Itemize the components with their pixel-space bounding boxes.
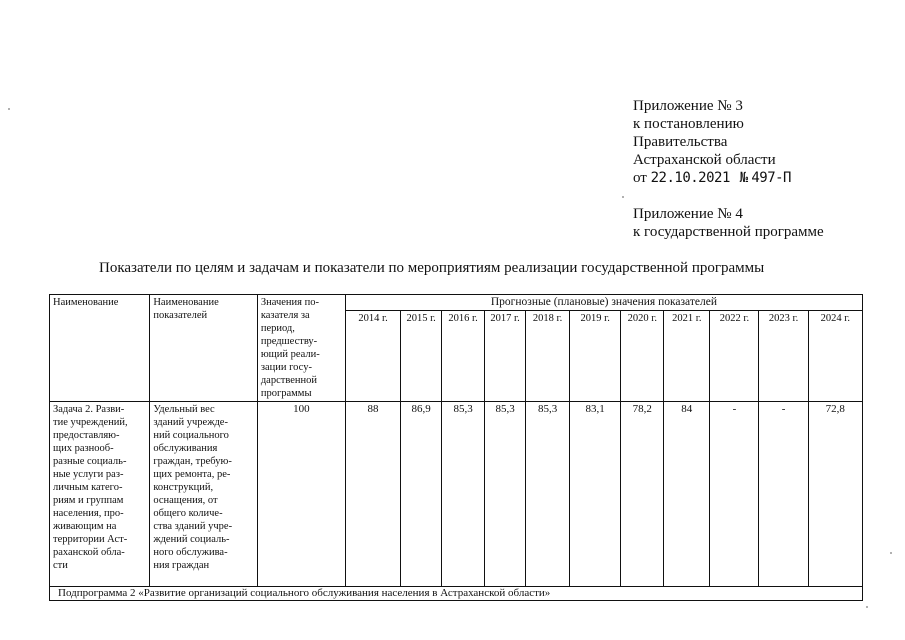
appendix-4-title: Приложение № 4 — [633, 206, 743, 222]
year-header: 2015 г. — [401, 311, 442, 402]
year-header: 2018 г. — [526, 311, 570, 402]
value-cell: 85,3 — [485, 402, 526, 587]
year-header: 2022 г. — [710, 311, 759, 402]
year-header: 2014 г. — [345, 311, 400, 402]
scan-speck — [866, 606, 868, 608]
subprogram-title: Подпрограмма 2 «Развитие организаций социального обслуживания населения в Астраханской области» — [50, 587, 863, 601]
value-cell: 88 — [345, 402, 400, 587]
col-header-indicator: Наименование показателей — [150, 295, 258, 402]
value-cell: 85,3 — [526, 402, 570, 587]
col-header-previous: Значения по- казателя за период, предшеству- ющий реали- зации госу- дарственной программы — [257, 295, 345, 402]
value-cell: - — [710, 402, 759, 587]
value-cell: - — [759, 402, 808, 587]
scan-speck — [890, 552, 892, 554]
year-header: 2021 г. — [664, 311, 710, 402]
previous-value-cell: 100 — [257, 402, 345, 587]
document-title: Показатели по целям и задачам и показатели по мероприятиям реализации государственной программы — [99, 260, 765, 276]
scan-speck — [8, 108, 10, 110]
appendix-3-header — [633, 97, 791, 187]
value-cell: 85,3 — [442, 402, 485, 587]
year-header: 2023 г. — [759, 311, 808, 402]
value-cell: 84 — [664, 402, 710, 587]
table-header-row — [50, 295, 863, 311]
value-cell: 83,1 — [570, 402, 621, 587]
decree-number: 497-П — [751, 170, 791, 186]
year-header: 2020 г. — [621, 311, 664, 402]
indicator-name-cell: Удельный вес зданий учрежде- ний социального обслуживания граждан, требую- щих ремонта, ре- конструкций, оснащения, от общего количе- ства зданий учре- ждений социаль- ного обслужива- ния граждан — [150, 402, 258, 587]
appendix-3-line-4: Астраханской области — [633, 152, 776, 168]
appendix-3-line-2: к постановлению — [633, 116, 744, 132]
appendix-3-date-line — [633, 169, 791, 187]
indicators-table — [49, 294, 863, 601]
scan-speck — [622, 196, 624, 198]
col-header-name: Наименование — [50, 295, 150, 402]
value-cell: 78,2 — [621, 402, 664, 587]
appendix-3-line-3: Правительства — [633, 134, 728, 150]
date-prefix: от — [633, 170, 647, 186]
year-header: 2019 г. — [570, 311, 621, 402]
task-name-cell: Задача 2. Разви- тие учреждений, предоставляю- щих разнооб- разные социаль- ные услуги раз- личным катего- риям и группам населения, про- живающим на территории Аст- раханской обла- сти — [50, 402, 150, 587]
appendix-4-header — [633, 205, 824, 241]
appendix-3-title: Приложение № 3 — [633, 98, 743, 114]
number-prefix: № — [739, 170, 748, 186]
year-header: 2016 г. — [442, 311, 485, 402]
table-row — [50, 402, 863, 587]
value-cell: 72,8 — [808, 402, 862, 587]
appendix-4-line-2: к государственной программе — [633, 224, 824, 240]
subprogram-row — [50, 587, 863, 601]
decree-date: 22.10.2021 — [650, 170, 730, 186]
year-header: 2017 г. — [485, 311, 526, 402]
value-cell: 86,9 — [401, 402, 442, 587]
col-header-forecast: Прогнозные (плановые) значения показателей — [345, 295, 862, 311]
year-header: 2024 г. — [808, 311, 862, 402]
